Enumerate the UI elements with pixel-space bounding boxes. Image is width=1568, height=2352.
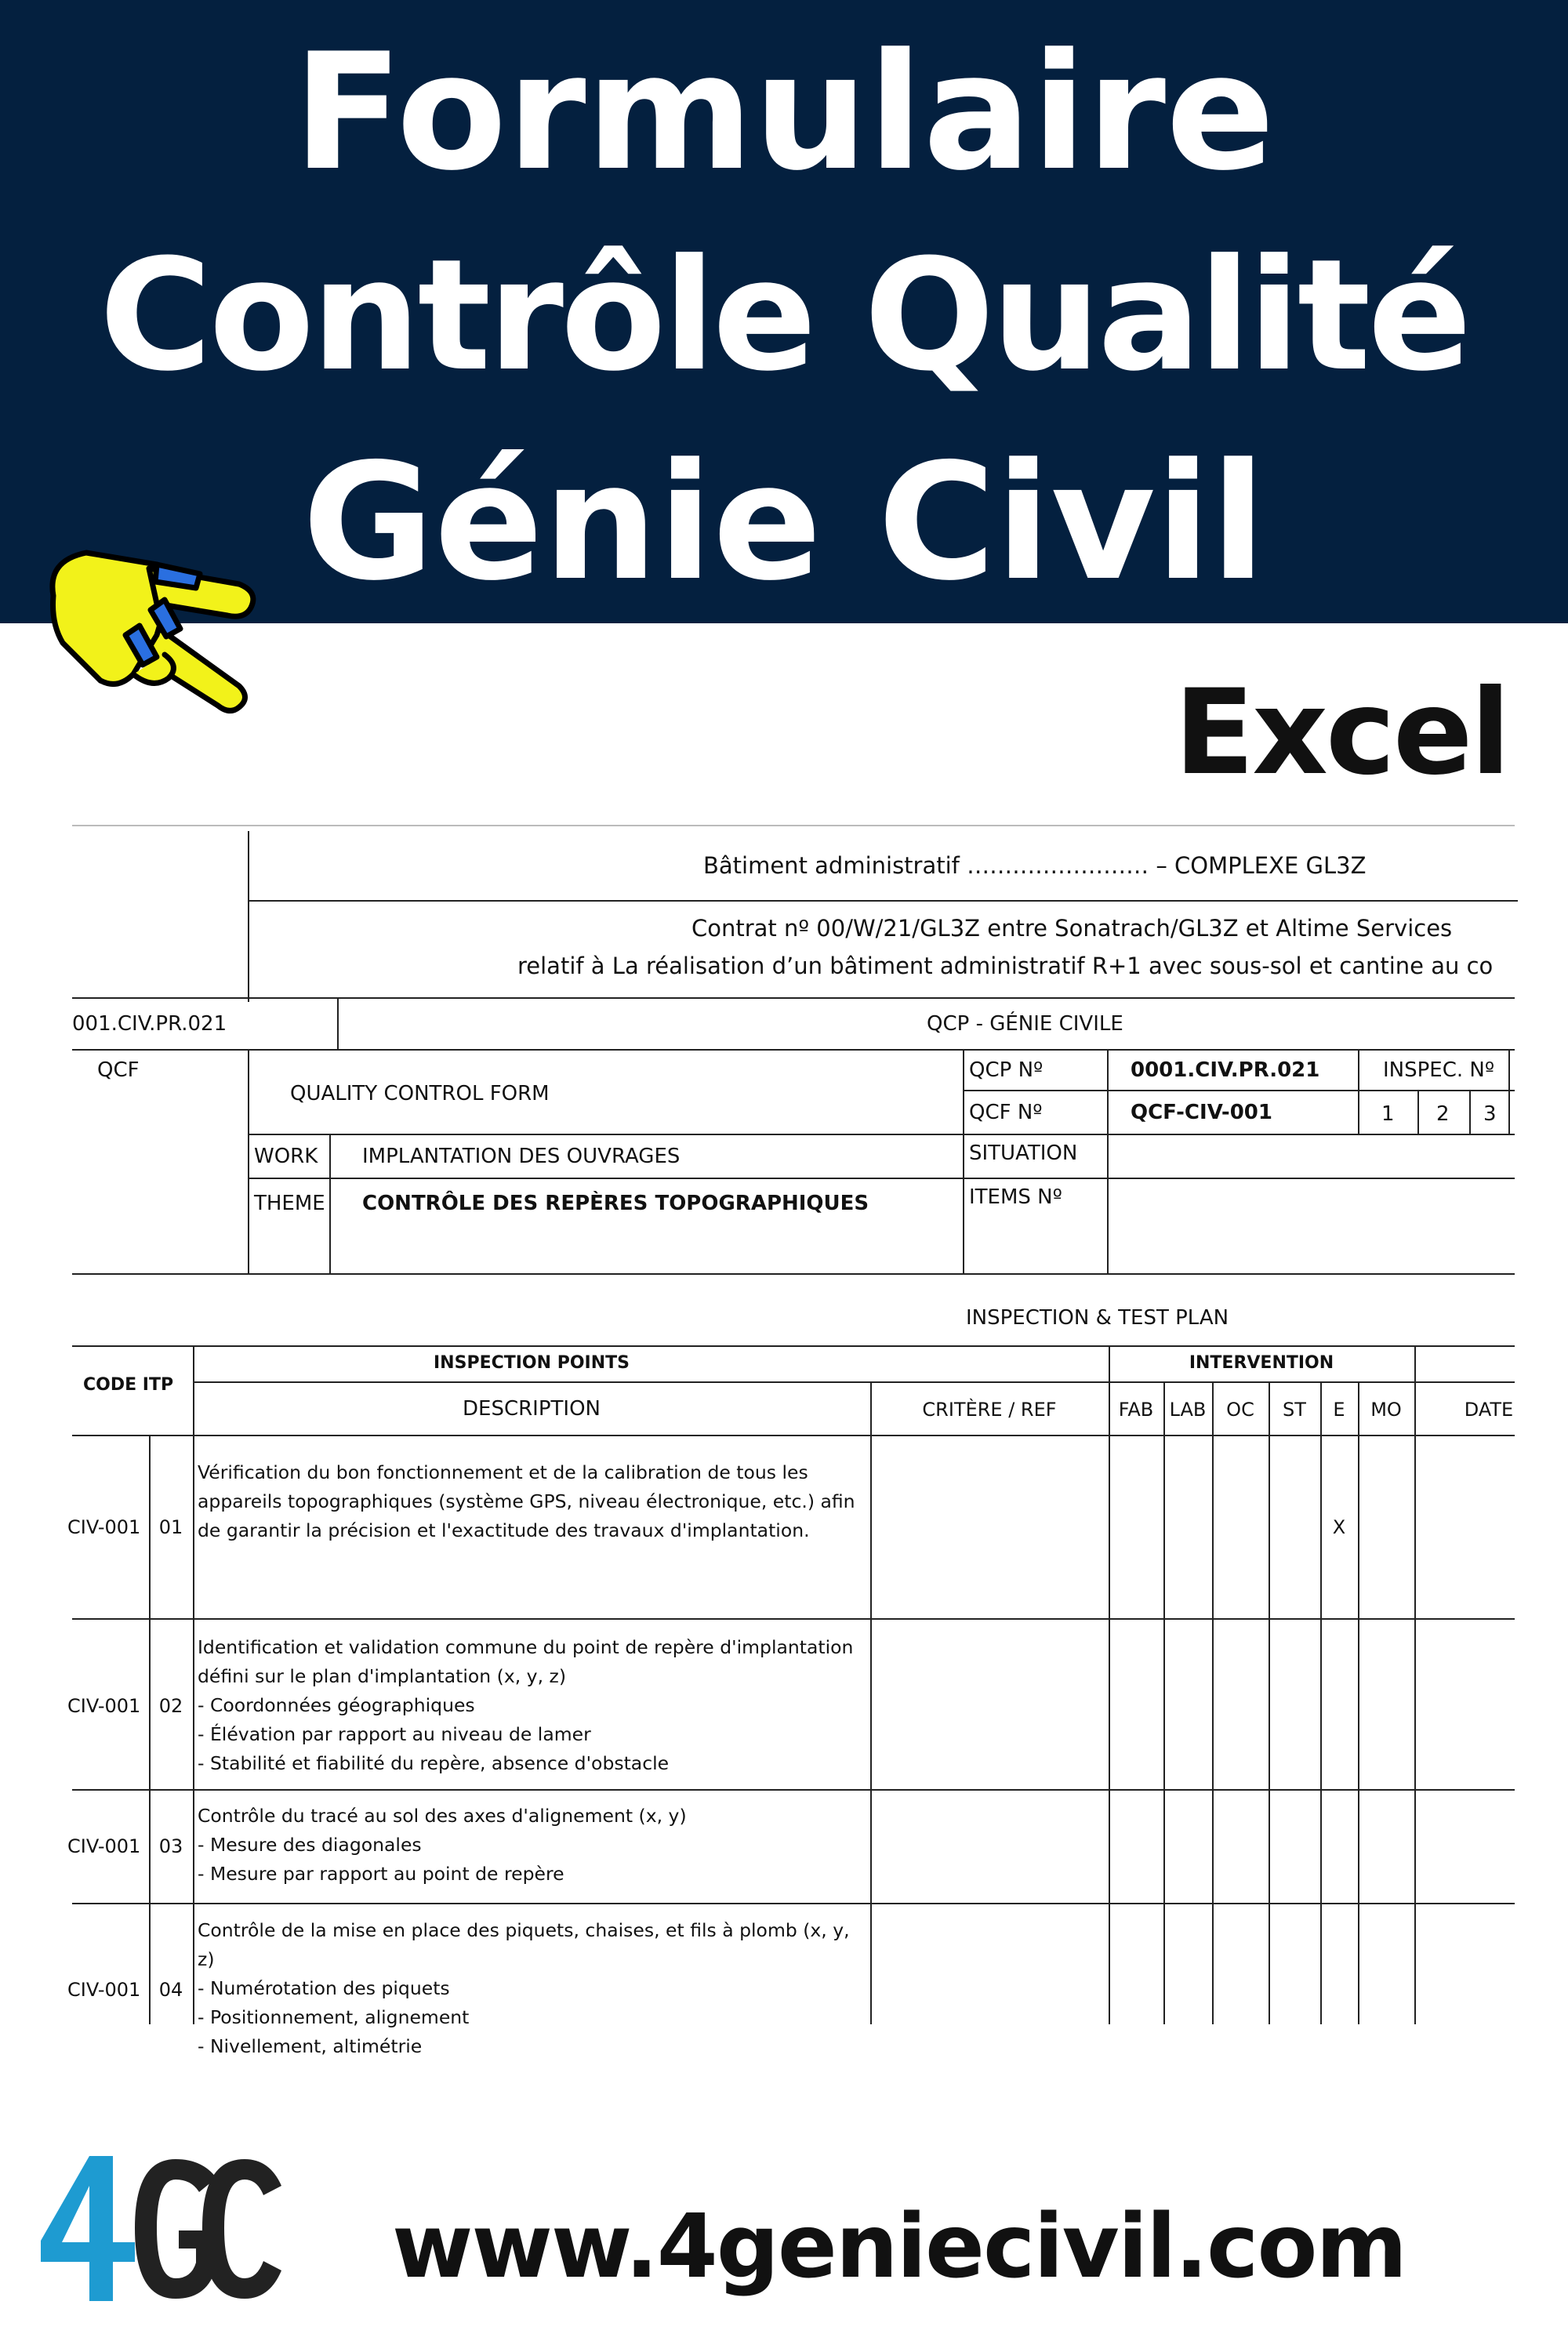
4gc-logo [34,2148,285,2313]
row-3-number: 03 [158,1835,183,1857]
work-label: WORK [254,1145,318,1168]
contract-line-2: relatif à La réalisation d’un bâtiment administratif R+1 avec sous-sol et cantine au co [517,953,1494,979]
intervention-header: INTERVENTION [1189,1353,1334,1373]
banner-title-line-1: Formulaire [292,20,1276,206]
quality-control-form-title: QUALITY CONTROL FORM [290,1082,550,1105]
ref-bottom-rule [72,1049,1515,1051]
row-2-line-5: - Stabilité et fiabilité du repère, absence d'obstacle [198,1752,670,1774]
inspec-number-3: 3 [1483,1102,1497,1126]
row-4-line-5: - Nivellement, altimétrie [198,2035,423,2057]
inspec-number-1: 1 [1381,1102,1395,1126]
row-3-line-3: - Mesure par rapport au point de repère [198,1863,564,1885]
row-4-code: CIV-001 [67,1979,141,2001]
work-value: IMPLANTATION DES OUVRAGES [362,1145,681,1168]
qcf-label: QCF [97,1058,140,1082]
role-header-fab: FAB [1118,1399,1154,1421]
row-2-line-3: - Coordonnées géographiques [198,1694,475,1716]
row-4-line-2: z) [198,1948,215,1970]
inspec-number-2: 2 [1436,1102,1450,1126]
role-divider-2 [1212,1381,1214,2024]
role-divider-3 [1269,1381,1270,2024]
inspec-divider [1358,1049,1359,1134]
role-header-st: ST [1283,1399,1306,1421]
row-3-code: CIV-001 [67,1835,141,1857]
role-header-oc: OC [1226,1399,1254,1421]
row-3-line-1: Contrôle du tracé au sol des axes d'alignement (x, y) [198,1805,687,1827]
banner-title-line-3: Génie Civil [302,430,1266,616]
row-2-line-4: - Élévation par rapport au niveau de lamer [198,1723,591,1745]
row-2-line-1: Identification et validation commune du point de repère d'implantation [198,1636,854,1658]
pointing-hand-icon [39,541,267,729]
header-divider [248,831,249,1002]
critere-header: CRITÈRE / REF [922,1399,1057,1421]
inspec-num-divider-1 [1417,1090,1419,1134]
qcp-title: QCP - GÉNIE CIVILE [927,1012,1123,1036]
role-divider-4 [1320,1381,1322,2024]
qcf-spreadsheet [67,825,1515,2057]
role-header-e: E [1333,1399,1345,1421]
row-1-rule [72,1618,1515,1620]
theme-value: CONTRÔLE DES REPÈRES TOPOGRAPHIQUES [362,1192,869,1215]
row-3-description [198,1802,950,1889]
inspec-right-divider [1508,1049,1510,1134]
intervention-divider [1109,1345,1110,2024]
role-header-lab: LAB [1169,1399,1207,1421]
header-bottom-rule-table [72,1435,1515,1436]
row-2-number: 02 [158,1695,183,1717]
row-4-number: 04 [158,1979,183,2001]
code-itp-header: CODE ITP [83,1375,174,1395]
theme-top-rule [248,1178,1515,1179]
inspec-num-divider-2 [1469,1090,1471,1134]
row-4-line-4: - Positionnement, alignement [198,2006,470,2028]
row-1-description [198,1458,950,1545]
row-3-line-2: - Mesure des diagonales [198,1834,422,1856]
inspection-points-header: INSPECTION POINTS [434,1353,630,1373]
row-1-code: CIV-001 [67,1516,141,1538]
role-header-mo: MO [1370,1399,1402,1421]
situation-divider [1107,1134,1109,1273]
website-url[interactable]: www.4geniecivil.com [392,2196,1406,2298]
row-1-line-2: appareils topographiques (système GPS, niveau électronique, etc.) afin [198,1490,855,1512]
qcp-row-rule [963,1090,1515,1091]
sheet-top-border [72,825,1515,826]
subheader-rule [193,1381,1515,1383]
row-1-e-mark: X [1332,1516,1346,1538]
qcf-no-label: QCF Nº [969,1101,1043,1124]
code-column-divider [193,1345,194,2024]
qcf-divider [248,1049,249,1273]
banner-title-line-2: Contrôle Qualité [99,227,1469,405]
header-rule [248,900,1518,902]
row-1-number: 01 [158,1516,183,1538]
date-header: DATE [1464,1399,1514,1421]
table-top-rule [72,1345,1515,1347]
date-divider [1414,1345,1416,2024]
row-4-description [198,1916,950,2061]
qcf-no-value: QCF-CIV-001 [1131,1101,1272,1124]
row-2-description [198,1633,950,1778]
form-bottom-rule [72,1273,1515,1275]
excel-label: Excel [1174,665,1508,801]
qcp-no-label: QCP Nº [969,1058,1044,1082]
role-divider-1 [1163,1381,1165,2024]
row-2-code: CIV-001 [67,1695,141,1717]
description-header: DESCRIPTION [463,1397,601,1421]
work-label-divider [329,1134,331,1273]
ref-divider [337,997,339,1049]
title-banner [0,0,1568,623]
row-4-line-3: - Numérotation des piquets [198,1977,450,1999]
row-1-line-1: Vérification du bon fonctionnement et de la calibration de tous les [198,1461,808,1483]
role-divider-5 [1358,1381,1359,2024]
situation-label: SITUATION [969,1142,1078,1165]
row-3-rule [72,1903,1515,1904]
doc-reference: 001.CIV.PR.021 [72,1012,227,1036]
row-1-line-3: de garantir la précision et l'exactitude des travaux d'implantation. [198,1519,810,1541]
work-top-rule [248,1134,1515,1135]
building-title: Bâtiment administratif …………………… – COMPLEXE GL3Z [703,852,1367,879]
row-4-line-1: Contrôle de la mise en place des piquets, chaises, et fils à plomb (x, y, [198,1919,850,1941]
qcp-value-divider [1107,1049,1109,1134]
row-2-rule [72,1789,1515,1791]
contract-line-1: Contrat nº 00/W/21/GL3Z entre Sonatrach/GL3Z et Altime Services [691,915,1453,942]
header-bottom-rule [72,997,1515,999]
itp-title: INSPECTION & TEST PLAN [966,1306,1229,1330]
qcp-no-value: 0001.CIV.PR.021 [1131,1058,1320,1082]
theme-label: THEME [254,1192,325,1215]
items-no-label: ITEMS Nº [969,1185,1062,1209]
inspec-no-label: INSPEC. Nº [1383,1058,1495,1082]
row-2-line-2: défini sur le plan d'implantation (x, y, z) [198,1665,567,1687]
qcp-no-divider [963,1049,964,1273]
